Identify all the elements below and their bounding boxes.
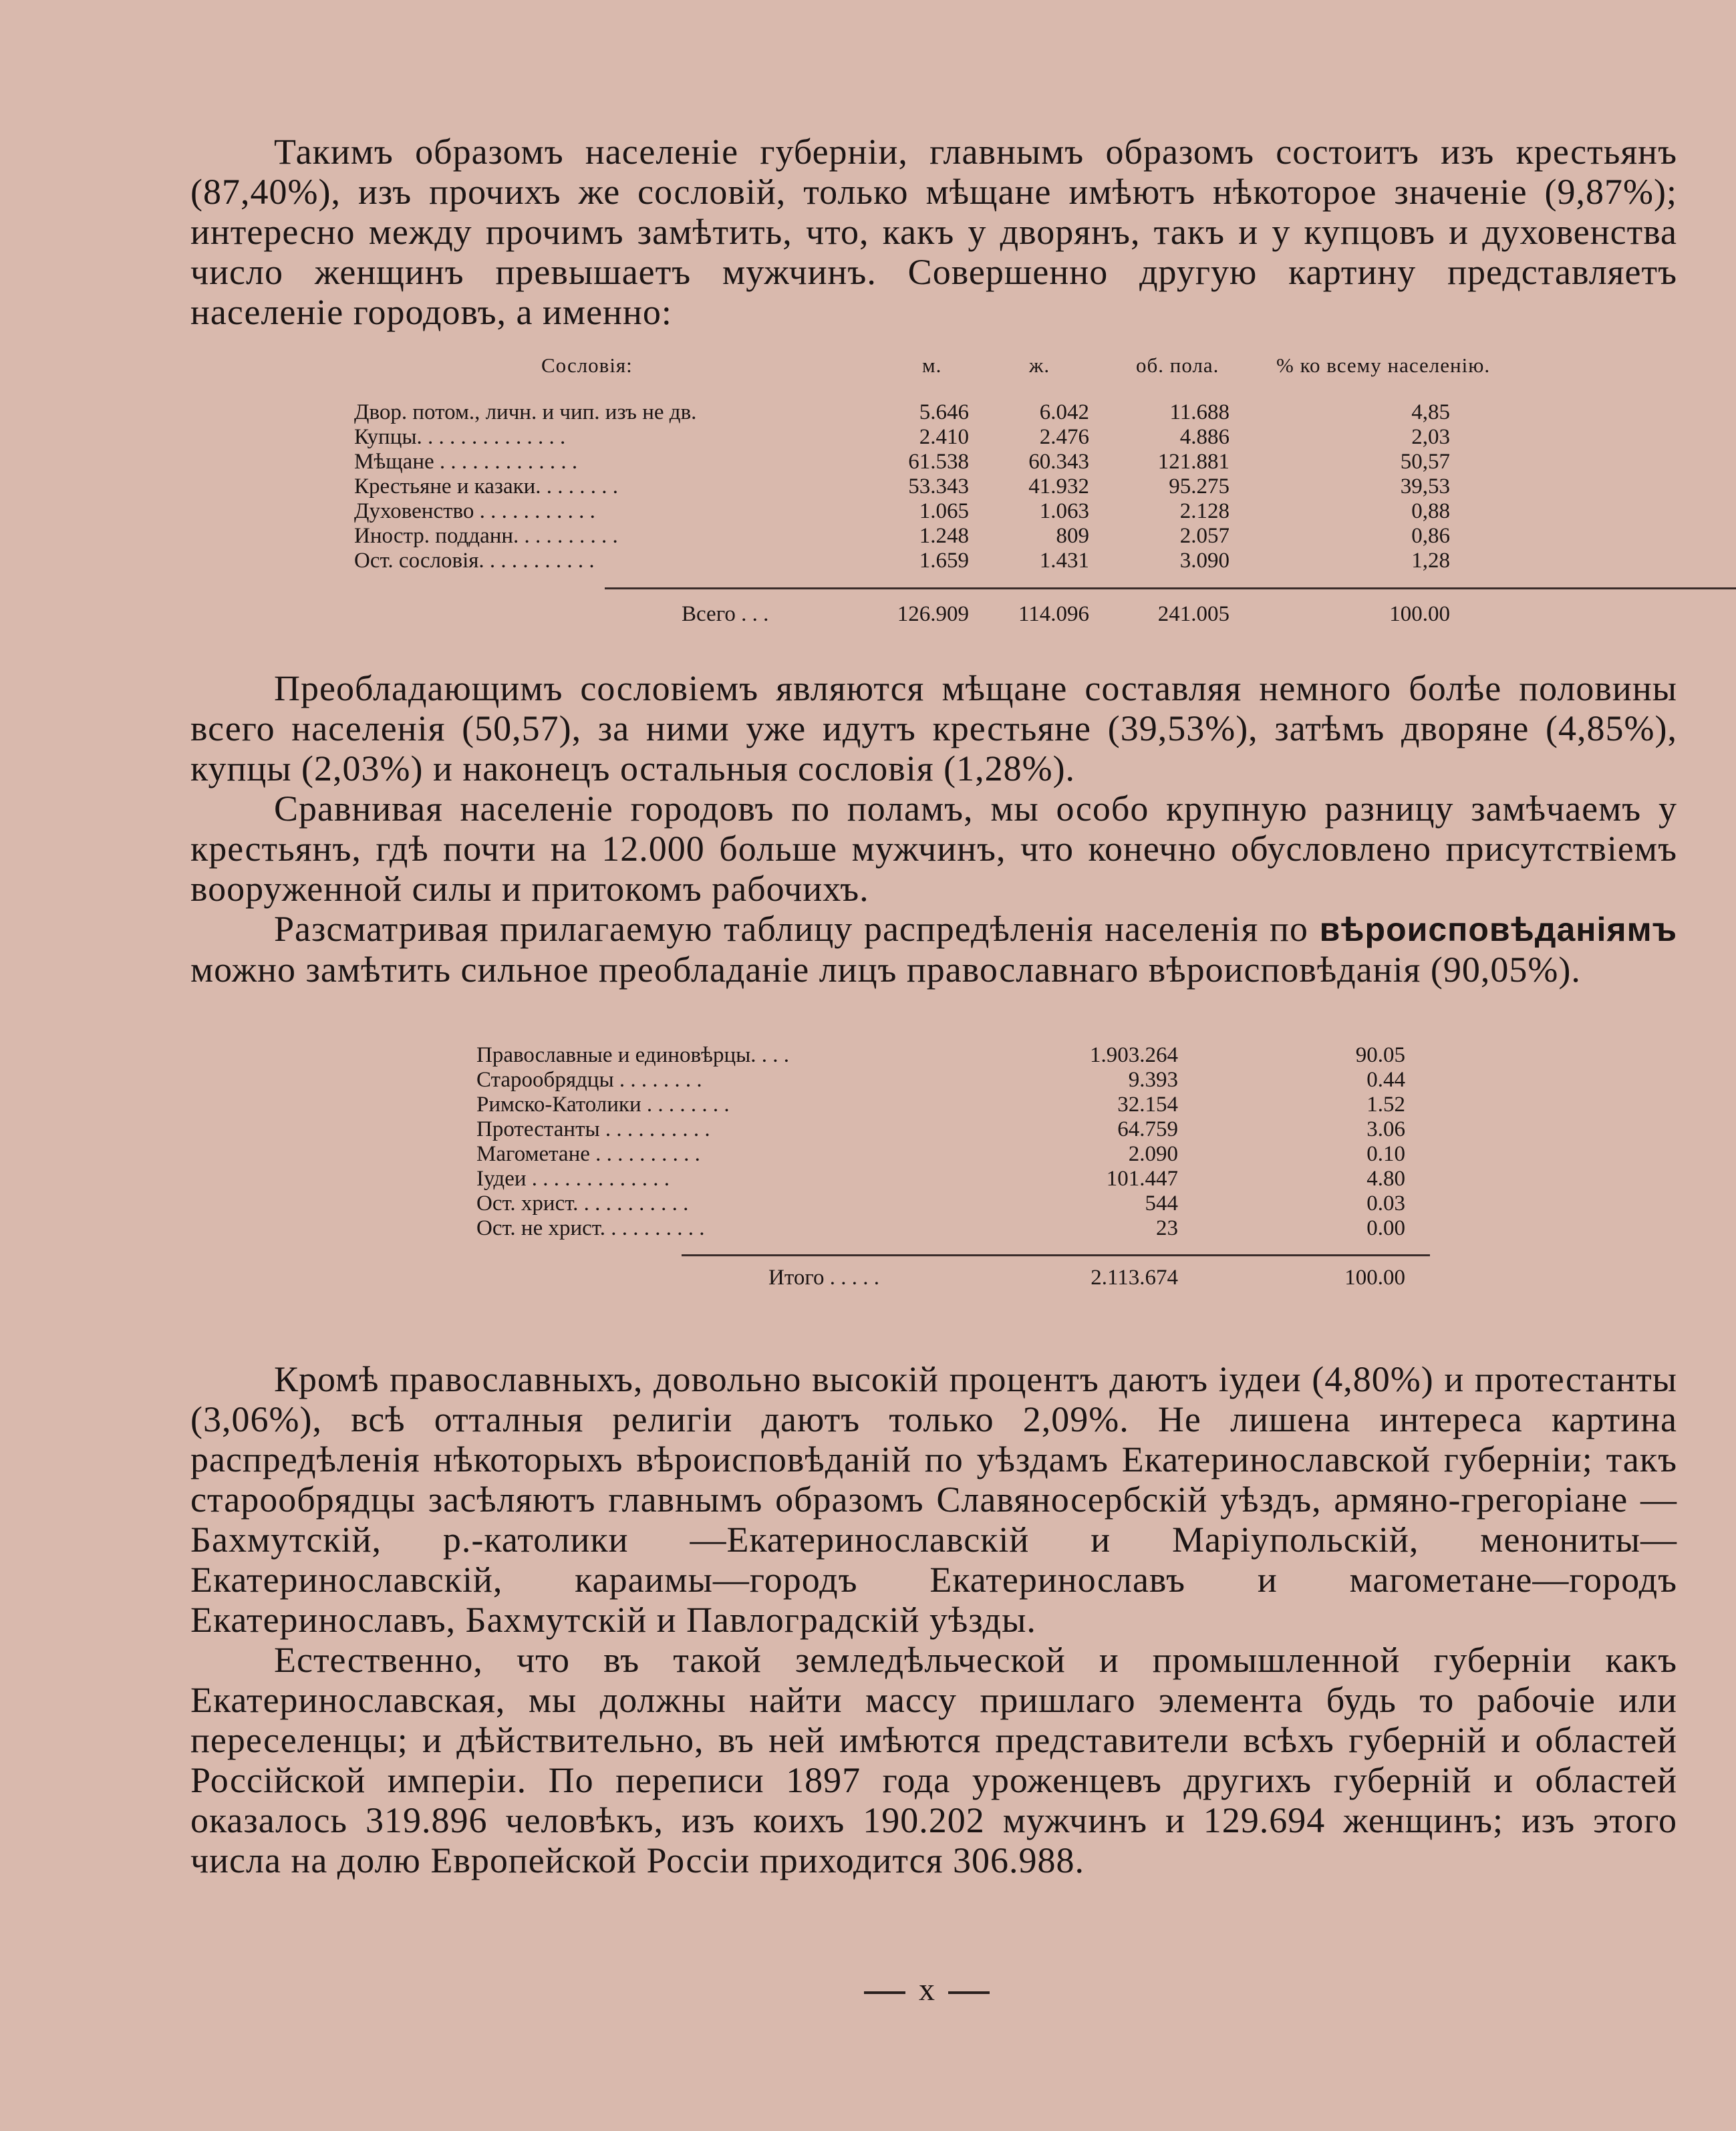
folio-dash-right bbox=[948, 1991, 990, 1994]
estates-total-percent: 100.00 bbox=[1389, 602, 1450, 626]
religion-count: 1.903.264 bbox=[1090, 1043, 1178, 1067]
table-row bbox=[476, 1092, 1445, 1117]
religion-total-count: 2.113.674 bbox=[1091, 1266, 1178, 1290]
estates-header-row bbox=[354, 353, 1604, 378]
religion-distribution-paragraph: Кромѣ православныхъ, довольно высокій процентъ даютъ іудеи (4,80%) и протестанты (3,06%), всѣ отталныя религіи даютъ только 2,09%. Не лишена интереса картина распредѣленія нѣкоторыхъ вѣроисповѣданій по уѣздамъ Екатеринославской губерніи; такъ старообрядцы засѣляютъ главнымъ образомъ Славяносербскій уѣздъ, армяно-грегоріане —Бахмутскій, р.-католики —Екатеринославскій и Маріупольскій, менониты—Екатеринославскій, караимы—городъ Екатеринославъ и магометане—городъ Екатеринославъ, Бахмутскій и Павлоградскій уѣзды. bbox=[190, 1359, 1677, 1640]
table-row bbox=[476, 1042, 1445, 1068]
religion-count: 23 bbox=[1156, 1216, 1178, 1240]
closing-paragraphs bbox=[190, 1359, 1677, 1880]
estates-summary-paragraph: Преобладающимъ сословіемъ являются мѣщане составляя немного болѣе половины всего населенія (50,57), за ними уже идутъ крестьяне (39,53%), затѣмъ дворяне (4,85%), купцы (2,03%) и наконецъ остальныя сословія (1,28%). bbox=[190, 668, 1677, 789]
estate-female: 41.932 bbox=[1028, 474, 1089, 499]
estates-header-both: об. пола. bbox=[1136, 353, 1219, 377]
estate-both: 121.881 bbox=[1157, 450, 1229, 474]
religion-name: Іудеи . . . . . . . . . . . . . bbox=[476, 1167, 670, 1191]
estate-both: 2.128 bbox=[1179, 499, 1229, 523]
estate-both: 11.688 bbox=[1169, 400, 1229, 424]
religion-name: Магометане . . . . . . . . . . bbox=[476, 1142, 700, 1166]
religion-table bbox=[476, 1042, 1445, 1296]
folio-dash-left bbox=[864, 1991, 905, 1994]
religion-percent: 1.52 bbox=[1366, 1093, 1405, 1117]
estate-female: 6.042 bbox=[1039, 400, 1089, 424]
estate-percent: 0,86 bbox=[1411, 524, 1450, 548]
religion-percent: 0.10 bbox=[1366, 1142, 1405, 1166]
migrants-paragraph: Естественно, что въ такой земледѣльческой и промышленной губерніи какъ Екатеринославская, мы должны найти массу пришлаго элемента будь то рабочіе или переселенцы; и дѣйствительно, въ ней имѣются представители всѣхъ губерній и областей Россійской имперіи. По переписи 1897 года уроженцевъ другихъ губерній и областей оказалось 319.896 человѣкъ, изъ коихъ 190.202 мужчинъ и 129.694 женщинъ; изъ этого числа на долю Европейской Россіи приходится 306.988. bbox=[190, 1640, 1677, 1880]
religion-percent: 90.05 bbox=[1355, 1043, 1405, 1067]
religion-name: Ост. не христ. . . . . . . . . . bbox=[476, 1216, 705, 1240]
estate-name: Мѣщане . . . . . . . . . . . . . bbox=[354, 450, 578, 474]
religion-count: 9.393 bbox=[1128, 1068, 1178, 1092]
estate-male: 1.659 bbox=[919, 549, 969, 573]
estate-name: Двор. потом., личн. и чип. изъ не дв. bbox=[354, 400, 697, 424]
page-folio bbox=[851, 1971, 1003, 2008]
estate-male: 2.410 bbox=[919, 425, 969, 449]
estate-female: 60.343 bbox=[1028, 450, 1089, 474]
estate-male: 61.538 bbox=[908, 450, 969, 474]
religion-count: 64.759 bbox=[1117, 1117, 1178, 1141]
estate-percent: 50,57 bbox=[1400, 450, 1450, 474]
religion-total-label: Итого . . . . . bbox=[768, 1266, 880, 1290]
religion-name: Ост. христ. . . . . . . . . . . bbox=[476, 1191, 689, 1216]
table-row bbox=[476, 1141, 1445, 1167]
estate-both: 3.090 bbox=[1179, 549, 1229, 573]
estate-both: 4.886 bbox=[1179, 425, 1229, 449]
religion-count: 2.090 bbox=[1128, 1142, 1178, 1166]
religion-name: Протестанты . . . . . . . . . . bbox=[476, 1117, 710, 1141]
page-number: x bbox=[919, 1972, 935, 2007]
table-row bbox=[354, 424, 1604, 450]
estates-header-female: ж. bbox=[1029, 353, 1050, 377]
estate-percent: 1,28 bbox=[1411, 549, 1450, 573]
estate-male: 1.065 bbox=[919, 499, 969, 523]
estates-total-label: Всего . . . bbox=[682, 602, 769, 626]
religion-name: Римско-Католики . . . . . . . . bbox=[476, 1093, 730, 1117]
table-row bbox=[354, 499, 1604, 524]
estate-male: 1.248 bbox=[919, 524, 969, 548]
table-row bbox=[476, 1067, 1445, 1093]
table-row bbox=[476, 1166, 1445, 1191]
religion-intro-bold: вѣроисповѣданіямъ bbox=[1319, 911, 1678, 948]
estates-total-row bbox=[354, 601, 1604, 627]
estates-header-estate: Сословія: bbox=[541, 353, 633, 377]
intro-text: Такимъ образомъ населеніе губерніи, главнымъ образомъ состоитъ изъ крестьянъ (87,40%), изъ прочихъ же сословій, только мѣщане имѣютъ нѣкоторое значеніе (9,87%); интересно между прочимъ замѣтить, что, какъ у дворянъ, такъ и у купцовъ и духовенства число женщинъ превышаетъ мужчинъ. Совершенно другую картину представляетъ населеніе городовъ, а именно: bbox=[190, 132, 1677, 332]
religion-count: 544 bbox=[1145, 1191, 1178, 1216]
estate-female: 1.063 bbox=[1039, 499, 1089, 523]
estate-name: Ост. сословія. . . . . . . . . . . bbox=[354, 549, 595, 573]
religion-percent: 3.06 bbox=[1366, 1117, 1405, 1141]
table-row bbox=[354, 400, 1604, 425]
religion-total-row bbox=[476, 1265, 1445, 1290]
estate-percent: 0,88 bbox=[1411, 499, 1450, 523]
estate-female: 1.431 bbox=[1039, 549, 1089, 573]
religion-total-percent: 100.00 bbox=[1344, 1266, 1405, 1290]
religion-total-rule bbox=[682, 1254, 1430, 1256]
estate-percent: 39,53 bbox=[1400, 474, 1450, 499]
religion-intro-before: Разсматривая прилагаемую таблицу распредѣленія населенія по bbox=[274, 909, 1308, 949]
estate-name: Духовенство . . . . . . . . . . . bbox=[354, 499, 595, 523]
religion-intro-paragraph bbox=[190, 909, 1677, 990]
estate-both: 2.057 bbox=[1179, 524, 1229, 548]
estates-table bbox=[354, 353, 1604, 633]
estates-total-rule bbox=[605, 587, 1736, 589]
estate-male: 53.343 bbox=[908, 474, 969, 499]
estate-percent: 4,85 bbox=[1411, 400, 1450, 424]
gender-comparison-paragraph: Сравнивая населеніе городовъ по поламъ, мы особо крупную разницу замѣчаемъ у крестьянъ, гдѣ почти на 12.000 больше мужчинъ, что конечно обусловлено присутствіемъ вооруженной силы и притокомъ рабочихъ. bbox=[190, 789, 1677, 909]
table-row bbox=[354, 548, 1604, 573]
religion-percent: 0.00 bbox=[1366, 1216, 1405, 1240]
table-row bbox=[476, 1117, 1445, 1142]
estate-female: 809 bbox=[1056, 524, 1089, 548]
estate-name: Крестьяне и казаки. . . . . . . . bbox=[354, 474, 619, 499]
estate-both: 95.275 bbox=[1169, 474, 1229, 499]
table-row bbox=[354, 474, 1604, 499]
estates-total-both: 241.005 bbox=[1157, 602, 1229, 626]
religion-count: 32.154 bbox=[1117, 1093, 1178, 1117]
intro-paragraph bbox=[190, 132, 1677, 332]
religion-name: Старообрядцы . . . . . . . . bbox=[476, 1068, 702, 1092]
religion-percent: 0.03 bbox=[1366, 1191, 1405, 1216]
estates-header-male: м. bbox=[922, 353, 942, 377]
table-row bbox=[354, 449, 1604, 474]
religion-count: 101.447 bbox=[1106, 1167, 1178, 1191]
religion-percent: 0.44 bbox=[1366, 1068, 1405, 1092]
estate-name: Купцы. . . . . . . . . . . . . . bbox=[354, 425, 566, 449]
table-row bbox=[476, 1216, 1445, 1241]
table-row bbox=[354, 523, 1604, 549]
estate-name: Иностр. подданн. . . . . . . . . . bbox=[354, 524, 618, 548]
estates-total-male: 126.909 bbox=[897, 602, 969, 626]
table-row bbox=[476, 1191, 1445, 1216]
religion-intro-after: можно замѣтить сильное преобладаніе лицъ православнаго вѣроисповѣданія (90,05%). bbox=[190, 950, 1581, 990]
religion-percent: 4.80 bbox=[1366, 1167, 1405, 1191]
religion-name: Православные и единовѣрцы. . . . bbox=[476, 1043, 790, 1067]
middle-paragraphs bbox=[190, 668, 1677, 990]
estate-percent: 2,03 bbox=[1411, 425, 1450, 449]
estates-total-female: 114.096 bbox=[1018, 602, 1089, 626]
estate-female: 2.476 bbox=[1039, 425, 1089, 449]
estate-male: 5.646 bbox=[919, 400, 969, 424]
estates-header-percent: % ко всему населенію. bbox=[1276, 353, 1491, 377]
